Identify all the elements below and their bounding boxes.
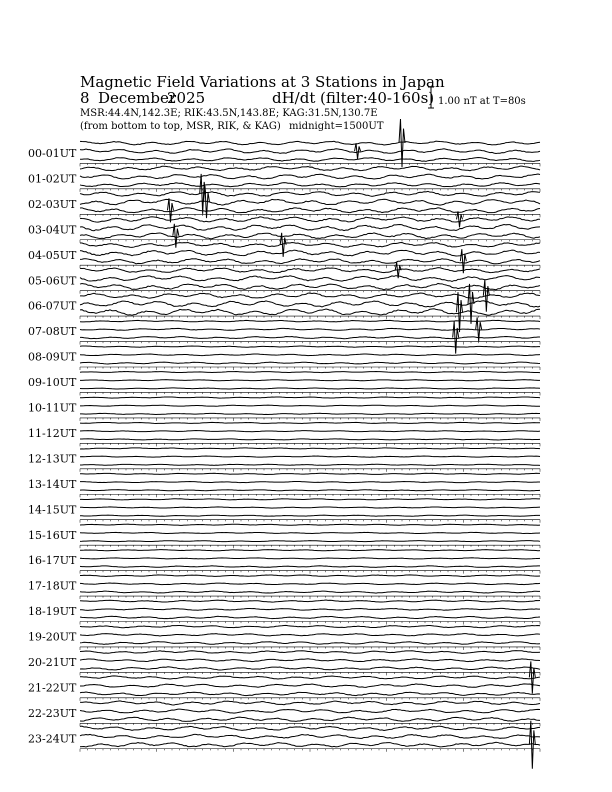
trace-kag <box>80 166 540 171</box>
hour-label: 09-10UT <box>28 376 77 390</box>
filter-label: (filter:40-160s) <box>320 89 435 107</box>
trace-msr <box>80 183 540 187</box>
trace-msr <box>80 439 540 440</box>
hour-row <box>28 676 540 701</box>
event-spike-msr <box>453 322 459 354</box>
trace-kag <box>80 268 540 273</box>
trace-kag <box>80 191 540 196</box>
trace-rik <box>80 558 540 559</box>
trace-msr <box>80 336 540 338</box>
trace-kag <box>80 625 540 627</box>
trace-rik <box>80 250 540 256</box>
event-spike-kag <box>457 211 463 227</box>
hour-row <box>28 217 540 243</box>
trace-rik <box>80 431 540 432</box>
station-order-note: (from bottom to top, MSR, RIK, & KAG) <box>80 121 281 132</box>
trace-rik <box>80 659 540 662</box>
chart-header <box>80 73 445 132</box>
trace-rik <box>80 481 540 482</box>
trace-msr <box>80 413 540 414</box>
hour-row <box>28 524 540 548</box>
trace-rik <box>80 276 540 282</box>
date-year: 2025 <box>167 89 206 107</box>
trace-msr <box>80 717 540 721</box>
trace-rik <box>80 583 540 585</box>
trace-rik <box>80 532 540 533</box>
event-spike-msr <box>167 198 173 222</box>
trace-msr <box>80 283 540 289</box>
hour-label: 06-07UT <box>28 299 77 313</box>
trace-kag <box>80 217 540 222</box>
hour-label: 04-05UT <box>28 248 77 262</box>
hour-row <box>28 320 540 344</box>
hour-row <box>28 448 540 472</box>
hour-label: 16-17UT <box>28 554 77 568</box>
trace-msr <box>80 667 540 670</box>
trace-kag <box>80 550 540 551</box>
trace-rik <box>80 225 540 231</box>
hour-label: 14-15UT <box>28 503 77 517</box>
hour-rows <box>28 141 540 752</box>
trace-rik <box>80 405 540 406</box>
chart-title: Magnetic Field Variations at 3 Stations in Japan <box>80 73 445 91</box>
hour-row <box>28 166 540 192</box>
trace-msr <box>80 362 540 364</box>
trace-kag <box>80 422 540 423</box>
trace-kag <box>80 243 540 248</box>
hour-label: 13-14UT <box>28 477 77 491</box>
hour-row <box>28 191 540 217</box>
station-coordinates: MSR:44.4N,142.3E; RIK:43.5N,143.8E; KAG:31.5N,130.7E <box>80 108 378 119</box>
trace-msr <box>80 515 540 516</box>
event-spike-kag <box>529 661 535 693</box>
trace-rik <box>80 634 540 636</box>
hour-label: 20-21UT <box>28 656 77 669</box>
trace-rik <box>80 380 540 381</box>
trace-kag <box>80 676 540 679</box>
trace-msr <box>80 259 540 264</box>
hour-label: 00-01UT <box>28 147 77 160</box>
trace-msr <box>80 233 540 239</box>
hour-row <box>28 701 540 726</box>
trace-kag <box>80 141 540 145</box>
trace-kag <box>80 473 540 474</box>
hour-label: 19-20UT <box>28 630 77 644</box>
trace-rik <box>80 354 540 356</box>
trace-rik <box>80 608 540 610</box>
hour-row <box>28 550 540 574</box>
trace-kag <box>80 651 540 654</box>
hour-label: 07-08UT <box>28 325 77 339</box>
hour-label: 11-12UT <box>28 426 77 440</box>
trace-kag <box>80 524 540 525</box>
trace-rik <box>80 301 540 307</box>
hour-row <box>28 473 540 497</box>
trace-kag <box>80 701 540 705</box>
event-spikes <box>167 119 535 769</box>
hour-row <box>28 726 540 752</box>
hour-row <box>28 141 540 166</box>
trace-rik <box>80 328 540 330</box>
hour-label: 01-02UT <box>28 172 77 186</box>
trace-kag <box>80 499 540 500</box>
event-spike-kag <box>399 119 405 167</box>
trace-kag <box>80 397 540 398</box>
hour-label: 21-22UT <box>28 681 77 695</box>
event-spike-rik <box>355 143 361 159</box>
hour-label: 23-24UT <box>28 732 77 746</box>
trace-kag <box>80 346 540 347</box>
hour-row <box>28 397 540 421</box>
hour-label: 15-16UT <box>28 528 77 542</box>
trace-msr <box>80 566 540 568</box>
hour-row <box>28 422 540 446</box>
trace-rik <box>80 199 540 205</box>
trace-kag <box>80 448 540 449</box>
hour-label: 22-23UT <box>28 706 77 720</box>
hour-row <box>28 293 540 319</box>
hour-row <box>28 346 540 370</box>
scale-bar-label: 1.00 nT at T=80s <box>438 96 526 107</box>
hour-row <box>28 625 540 650</box>
hour-label: 05-06UT <box>28 274 77 288</box>
trace-rik <box>80 174 540 179</box>
trace-rik <box>80 507 540 508</box>
date-day: 8 <box>80 89 90 107</box>
trace-msr <box>80 490 540 491</box>
hour-label: 12-13UT <box>28 452 77 466</box>
trace-msr <box>80 541 540 542</box>
midnight-note: midnight=1500UT <box>289 121 384 132</box>
trace-msr <box>80 591 540 593</box>
trace-msr <box>80 742 540 747</box>
hour-label: 02-03UT <box>28 197 77 211</box>
trace-msr <box>80 208 540 213</box>
hour-label: 17-18UT <box>28 579 77 593</box>
trace-kag <box>80 600 540 602</box>
hour-label: 03-04UT <box>28 223 77 237</box>
date-month: December <box>98 89 177 107</box>
trace-msr <box>80 464 540 465</box>
trace-msr <box>80 692 540 696</box>
trace-rik <box>80 149 540 154</box>
hour-label: 18-19UT <box>28 605 77 619</box>
trace-msr <box>80 158 540 162</box>
trace-kag <box>80 293 540 298</box>
trace-kag <box>80 575 540 577</box>
trace-rik <box>80 684 540 687</box>
hour-label: 08-09UT <box>28 350 77 364</box>
hour-label: 10-11UT <box>28 401 77 415</box>
hour-row <box>28 499 540 523</box>
trace-msr <box>80 388 540 389</box>
trace-msr <box>80 616 540 618</box>
trace-rik <box>80 734 540 738</box>
hour-row <box>28 575 540 599</box>
hour-row <box>28 600 540 624</box>
trace-rik <box>80 456 540 457</box>
trace-rik <box>80 709 540 713</box>
trace-msr <box>80 642 540 645</box>
quantity-label: dH/dt <box>272 89 316 107</box>
trace-kag <box>80 726 540 730</box>
hour-row <box>28 651 540 676</box>
hour-row <box>28 371 540 395</box>
trace-kag <box>80 371 540 372</box>
